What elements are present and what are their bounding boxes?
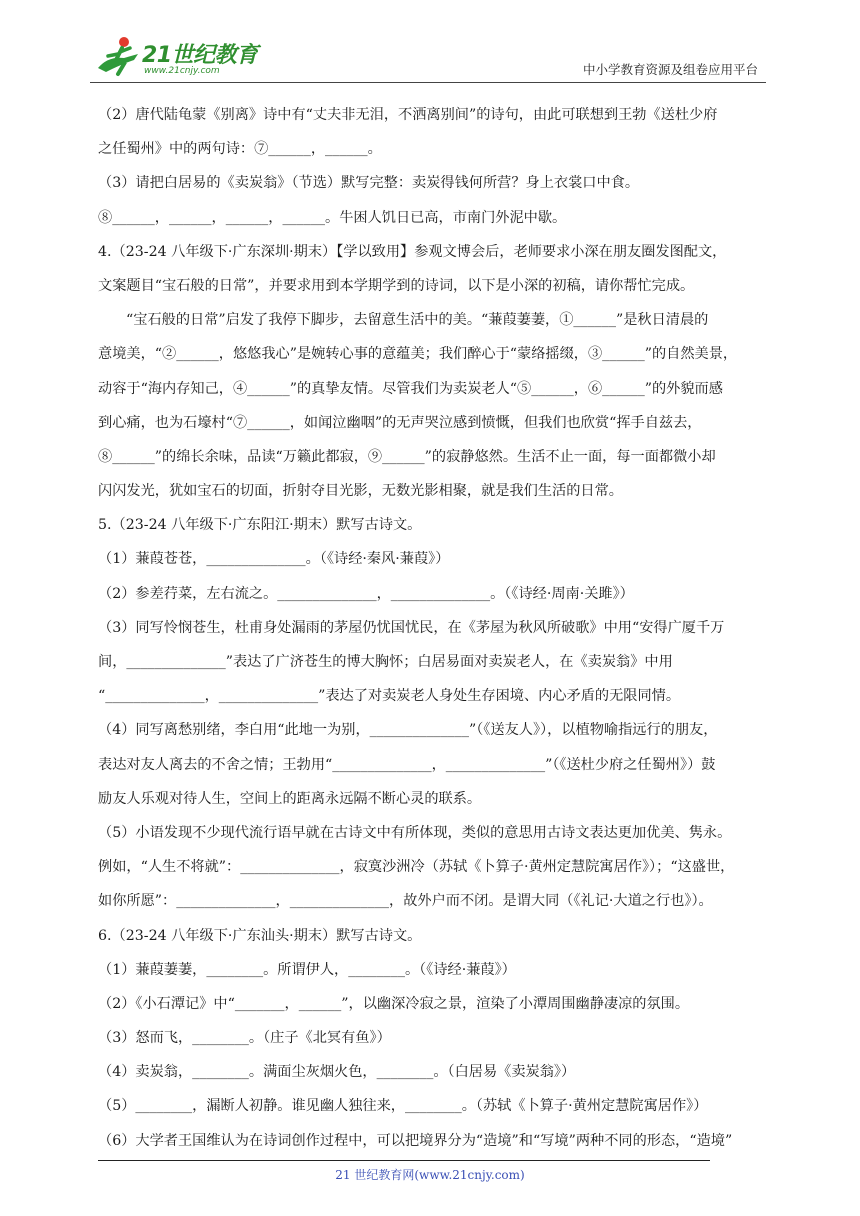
runner-logo-icon — [94, 34, 142, 78]
logo-url: www.21cnjy.com — [144, 66, 220, 76]
text-line: 励友人乐观对待人生，空间上的距离永远隔不断心灵的联系。 — [98, 790, 482, 807]
text-line: ⑧______”的绵长余味，品读“万籁此都寂，⑨______”的寂静悠然。生活不止一面，每一面都微小却 — [98, 448, 716, 465]
text-line: 间，______________”表达了广济苍生的博大胸怀；白居易面对卖炭老人，在《卖炭翁》中用 — [98, 654, 673, 670]
text-line: （1）蒹葭苍苍，______________。（《诗经·秦风·蒹葭》） — [98, 551, 450, 568]
text-line: （3）怒而飞，________。（庄子《北冥有鱼》） — [98, 1030, 391, 1047]
text-line: （2）唐代陆龟蒙《别离》诗中有“丈夫非无泪，不洒离别间”的诗句，由此可联想到王勃《送杜少府 — [98, 107, 718, 123]
text-line: “宝石般的日常”启发了我停下脚步，去留意生活中的美。“蒹葭萋萋，①______”是秋日清晨的 — [126, 312, 709, 329]
question-5-title: 5.（23-24 八年级下·广东阳江·期末）默写古诗文。 — [98, 517, 422, 534]
text-line: （4）卖炭翁，________。满面尘灰烟火色，________。（白居易《卖炭翁》） — [98, 1064, 576, 1081]
text-line: “______________，______________”表达了对卖炭老人身处生存困境、内心矛盾的无限同情。 — [98, 688, 681, 705]
document-body — [98, 98, 766, 1158]
text-line: （1）蒹葭萋萋，________。所谓伊人，________。（《诗经·蒹葭》） — [98, 961, 516, 978]
logo-text: 21世纪教育 — [142, 43, 258, 68]
text-line: 表达对友人离去的不舍之情；王勃用“______________，______________”（《送杜少府之任蜀州》）鼓 — [98, 756, 716, 773]
question-6-title: 6.（23-24 八年级下·广东汕头·期末）默写古诗文。 — [98, 927, 422, 944]
text-line: （5）________，漏断人初静。谁见幽人独往来，________。（苏轼《卜算子·黄州定慧院寓居作》） — [98, 1098, 708, 1115]
text-line: 文案题目“宝石般的日常”，并要求用到本学期学到的诗词，以下是小深的初稿，请你帮忙完成。 — [98, 277, 695, 294]
footer-divider — [98, 1160, 710, 1161]
text-line: 例如，“人生不将就”：______________，寂寞沙洲冷（苏轼《卜算子·黄州定慧院寓居作》）；“这盛世， — [98, 859, 735, 876]
text-line: 到心痛，也为石壕村“⑦______，如闻泣幽咽”的无声哭泣感到愤慨，但我们也欣赏“挥手自兹去， — [98, 414, 702, 431]
text-line: 闪闪发光，犹如宝石的切面，折射夺目光影，无数光影相聚，就是我们生活的日常。 — [98, 483, 623, 500]
text-line: （2）《小石潭记》中“_______，______”，以幽深冷寂之景，渲染了小潭周围幽静凄凉的氛围。 — [98, 995, 690, 1012]
text-line: （6）大学者王国维认为在诗词创作过程中，可以把境界分为“造境”和“写境”两种不同的形态，“造境” — [98, 1132, 733, 1149]
site-logo — [94, 34, 264, 78]
page-header — [90, 30, 766, 82]
question-4-title: 4.（23-24 八年级下·广东深圳·期末）【学以致用】参观文博会后，老师要求小深在朋友圈发图配文， — [98, 243, 727, 260]
header-divider — [90, 82, 766, 83]
text-line: （4）同写离愁别绪，李白用“此地一为别，______________”（《送友人》），以植物喻指远行的朋友， — [98, 722, 718, 739]
text-line: 如你所愿”：______________，______________，故外户而不闭。是谓大同（《礼记·大道之行也》）。 — [98, 893, 713, 910]
text-line: ⑧______，______，______，______。牛困人饥日已高，市南门外泥中歇。 — [98, 209, 567, 226]
text-line: （3）同写怜悯苍生，杜甫身处漏雨的茅屋仍忧国忧民，在《茅屋为秋风所破歌》中用“安得广厦千万 — [98, 619, 725, 636]
page-footer[interactable]: 21 世纪教育网(www.21cnjy.com) — [335, 1168, 525, 1182]
text-line: （2）参差荇菜，左右流之。______________，______________。（《诗经·周南·关雎》） — [98, 585, 634, 602]
text-line: （3）请把白居易的《卖炭翁》（节选）默写完整：卖炭得钱何所营？身上衣裳口中食。 — [98, 175, 640, 192]
text-line: 动容于“海内存知己，④______”的真挚友情。尽管我们为卖炭老人“⑤______，⑥______”的外貌而感 — [98, 380, 723, 397]
text-line: 意境美，“②______，悠悠我心”是婉转心事的意蕴美；我们醉心于“蒙络摇缀，③______”的自然美景， — [98, 346, 738, 363]
platform-title: 中小学教育资源及组卷应用平台 — [582, 62, 758, 77]
text-line: 之任蜀州》中的两句诗：⑦______，______。 — [98, 141, 382, 158]
text-line: （5）小语发现不少现代流行语早就在古诗文中有所体现，类似的意思用古诗文表达更加优美、隽永。 — [98, 824, 732, 841]
